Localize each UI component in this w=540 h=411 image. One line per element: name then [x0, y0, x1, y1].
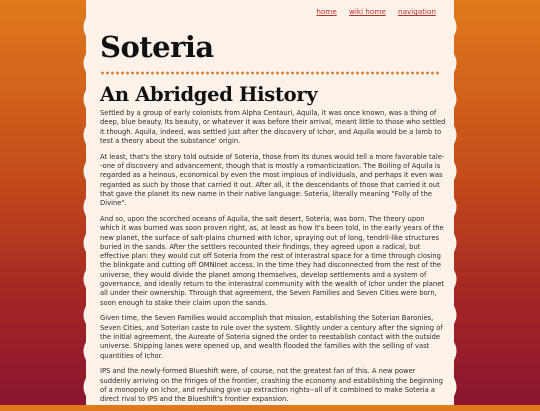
paragraph: At least, that's the story told outside of Soteria, those from its dunes would tell a more favorable tale--one of discovery and advancement, though that is mostly a romanticization. The Boiling of Aquila is regarded as a heinous, economical by even the most impious of individuals, and perhaps it even was regarded as such by those that carried it out. After all, it the descendants of those that carried it out that gave the planet its new name in their native language: Soteria, literally meaning "Folly of the Divine". [100, 152, 445, 208]
article-body [100, 109, 446, 411]
top-navigation [306, 7, 436, 16]
nav-link-wiki-home[interactable]: wiki home [349, 7, 386, 16]
section-heading: An Abridged History [100, 83, 318, 106]
paragraph: Given time, the Seven Families would accomplish that mission, establishing the Soterian Baronies, Seven Cities, and Soterian caste to rule over the system. Slightly under a century after the signing of the initial agreement, the Aureate of Soteria signed the order to reestablish contact with the outside universe. Shipping lanes were opened up, and wealth flooded the families with the selling of vast quantities of Ichor. [100, 314, 443, 360]
nav-link-home[interactable]: home [316, 7, 337, 16]
paragraph: Settled by a group of early colonists from Alpha Centauri, Aquila, it was once known, was a thing of deep, blue beauty. Its beauty, or whatever it was before their arrival, meant little to those who settled it though. Aquila, indeed, was settled just after the discovery of Ichor, and Aquila would be a lamb to test a theory about the substance' origin. [100, 109, 446, 145]
page-wavy-edge-right [449, 0, 459, 405]
page-title: Soteria [100, 30, 214, 64]
content-page [86, 0, 454, 405]
paragraph: IPS and the newly-formed Blueshift were, of course, not the greatest fan of this. A new power suddenly arriving on the fringes of the frontier, crashing the economy and establishing the beginning of a monopoly on Ichor, and refusing give up extraction rights--all of it combined to make Soteria a direct rival to IPS and the Blueshift's frontier expansion. [100, 367, 443, 404]
dotted-divider [100, 71, 440, 75]
paragraph: And so, upon the scorched oceans of Aquila, the salt desert, Soteria, was born. The theory upon which it was burned was soon proven right, as, at least as how it's been told, in the early years of the new planet, the surface of salt-plains churned with Ichor, spraying out of long, tendril-like structures buried in the sands. After the settlers recounted their findings, they agreed upon a radical, but effective plan: they would cut off Soteria from the rest of interastral space for a time through closing the blinkgate and cutting off OMNInet access. In the time they had disconnected from the rest of the universe, they would divide the planet among themselves, develop settlements and a system of governance, and ideally return to the interastral community with the wealth of Ichor under the planet all under their ownership. Through that agreement, the Seven Families and Seven Cities were born, soon enough to stake their claim upon the sands. [100, 214, 444, 307]
nav-link-navigation[interactable]: navigation [398, 7, 436, 16]
page-wavy-edge-left [81, 0, 91, 405]
